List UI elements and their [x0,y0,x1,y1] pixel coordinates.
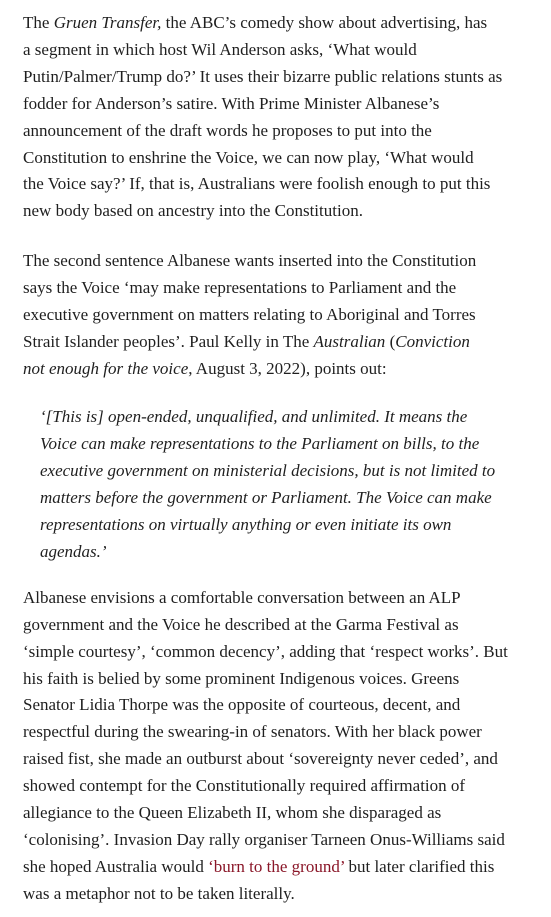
show-title: Gruen Transfer, [53,13,162,32]
text-line [23,356,535,383]
text-line: Senator Lidia Thorpe was the opposite of courteous, decent, and [23,695,461,715]
text-line: ‘colonising’. Invasion Day rally organiser Tarneen Onus-Williams said [23,829,505,849]
text-line: government and the Voice he described at the Garma Festival as [23,614,459,634]
paragraph-second-sentence [23,248,535,383]
text-line: Albanese envisions a comfortable conversation between an ALP [23,587,461,607]
paragraph-albanese-envisions [23,585,535,908]
quote-line: ‘[This is] open-ended, unqualified, and unlimited. It means the [40,406,468,426]
quote-line: Voice can make representations to the Parliament on bills, to the [40,433,480,453]
text-line: allegiance to the Queen Elizabeth II, whom she disparaged as [23,803,442,823]
quote-line: representations on virtually anything or even initiate its own [40,514,452,534]
quote-line: agendas.’ [40,541,107,561]
text-line [23,10,535,37]
text-line: says the Voice ‘may make representations to Parliament and the [23,278,457,298]
text-line: showed contempt for the Constitutionally required affirmation of [23,776,466,796]
article-title: Conviction [395,331,470,351]
text-line: was a metaphor not to be taken literally. [23,883,295,903]
publication-title: Australian [313,331,386,351]
text-line: a segment in which host Wil Anderson asks, ‘What would [23,39,417,59]
text-line: fodder for Anderson’s satire. With Prime Minister Albanese’s [23,93,440,113]
text-run: Strait Islander peoples’. Paul Kelly in The [23,331,314,351]
text-line: his faith is belied by some prominent Indigenous voices. Greens [23,668,460,688]
quote-line: executive government on ministerial decisions, but is not limited to [40,460,496,480]
text-line: new body based on ancestry into the Constitution. [23,201,363,221]
text-line: executive government on matters relating to Aboriginal and Torres [23,305,476,325]
burn-to-the-ground-link[interactable]: ‘burn to the ground’ [208,856,345,876]
quote-line: matters before the government or Parliament. The Voice can make [40,487,492,507]
text-run: ( [385,331,396,351]
text-line: respectful during the swearing-in of senators. With her black power [23,722,482,742]
text-run: The [23,13,54,32]
text-line [23,329,535,356]
text-line: raised fist, she made an outburst about ‘sovereignty never ceded’, and [23,749,498,769]
text-line: Constitution to enshrine the Voice, we can now play, ‘What would [23,147,474,167]
text-line: announcement of the draft words he proposes to put into the [23,120,432,140]
text-line: Putin/Palmer/Trump do?’ It uses their bizarre public relations stunts as [23,66,503,86]
text-line: the Voice say?’ If, that is, Australians were foolish enough to put this [23,174,491,194]
article-title: not enough for the voice [23,358,189,378]
text-run: she hoped Australia would [23,856,209,876]
article-body [23,10,535,908]
text-line: ‘simple courtesy’, ‘common decency’, adding that ‘respect works’. But [23,641,508,661]
text-run: but later clarified this [344,856,495,876]
text-run: the ABC’s comedy show about advertising, has [161,13,488,32]
text-line: The second sentence Albanese wants inserted into the Constitution [23,251,477,271]
block-quote [40,403,535,565]
paragraph-gruen-transfer [23,10,535,225]
text-line [23,854,535,881]
text-run: , August 3, 2022), points out: [188,358,387,378]
